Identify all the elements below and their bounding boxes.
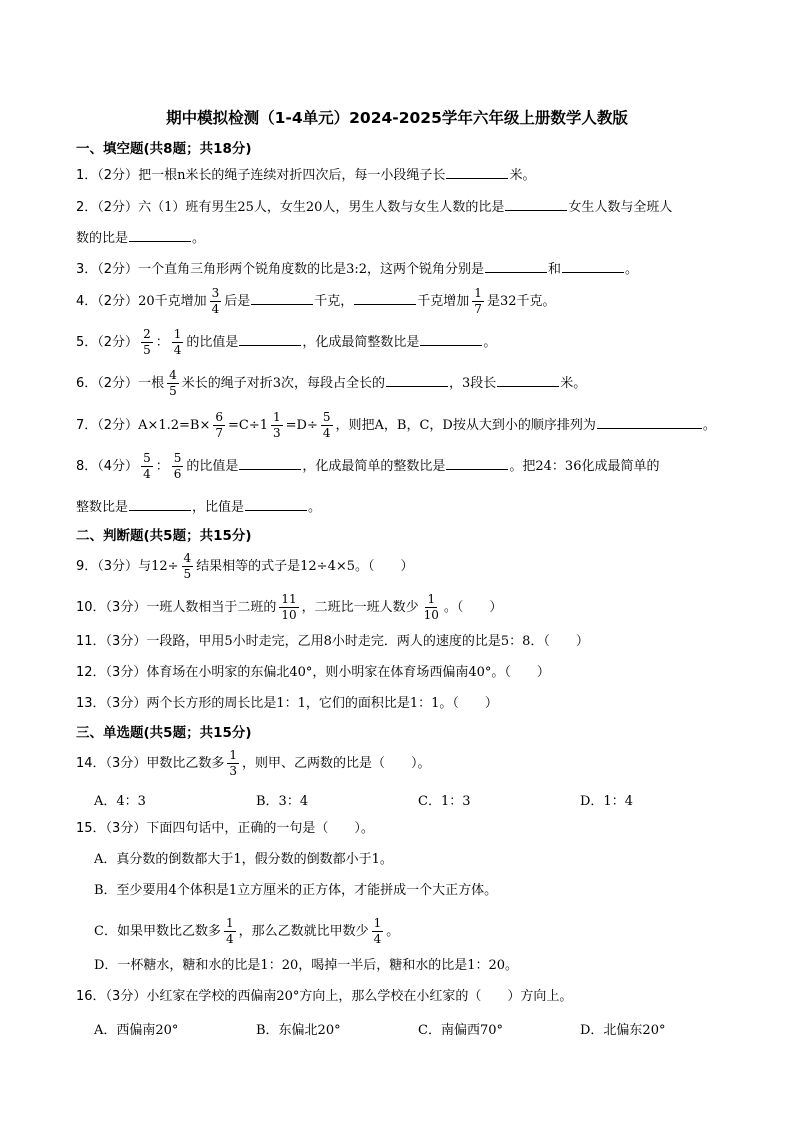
option-a[interactable]: A．真分数的倒数都大于1，假分数的倒数都小于1。	[94, 852, 393, 867]
question-1: 1．（2分）把一根n米长的绳子连续对折四次后，每一小段绳子长 米。	[76, 164, 535, 186]
question-6: 6．（2分）一根 $\frac{4}{5}$ 米长的绳子对折3次，每段占全长的 ，3段长 米。	[76, 368, 587, 398]
fraction: $\frac{11}{10}$	[281, 592, 297, 622]
option-b[interactable]: B．东偏北20°	[256, 1023, 341, 1038]
answer-blank	[354, 290, 416, 305]
question-5: 5．（2分） $\frac{2}{5}$ ： $\frac{1}{4}$ 的比值是 ，化成最简整数比是 。	[76, 327, 497, 357]
answer-blank	[497, 372, 559, 387]
answer-blank	[562, 258, 624, 273]
fraction: $\frac{6}{7}$	[215, 410, 223, 440]
answer-blank	[485, 258, 547, 273]
answer-blank	[239, 331, 301, 346]
fraction: $\frac{4}{5}$	[169, 368, 177, 398]
fraction: $\frac{1}{4}$	[373, 916, 382, 946]
option-c[interactable]: C．1：3	[418, 794, 471, 809]
answer-blank	[386, 372, 448, 387]
page-title: 期中模拟检测（1-4单元）2024-2025学年六年级上册数学人教版	[166, 109, 628, 127]
answer-blank	[239, 455, 301, 470]
fraction: $\frac{1}{3}$	[273, 410, 281, 440]
fraction: $\frac{5}{4}$	[143, 451, 151, 481]
option-d[interactable]: D．一杯糖水，糖和水的比是1：20，喝掉一半后，糖和水的比是1：20。	[94, 958, 519, 973]
option-a[interactable]: A．西偏南20°	[94, 1023, 179, 1038]
fraction: $\frac{5}{4}$	[322, 410, 331, 440]
option-c[interactable]: C．南偏西70°	[418, 1023, 503, 1038]
option-c[interactable]: C．如果甲数比乙数多 $\frac{1}{4}$ ，那么乙数就比甲数少 $\frac{1}{4}$ 。	[94, 916, 400, 946]
question-11: 11．（3分）一段路，甲用5小时走完，乙用8小时走完．两人的速度的比是5：8．（ ）	[76, 634, 589, 649]
question-2: 2．（2分）六（1）班有男生25人，女生20人，男生人数与女生人数的比是 女生人数与全班人	[76, 196, 672, 218]
section-heading-fill-blank: 一、填空题(共8题；共18分)	[76, 141, 252, 157]
question-7: 7．（2分）A×1.2=B× $\frac{6}{7}$ =C÷1 $\frac{1}{3}$ =D÷ $\frac{5}{4}$ ，则把A，B，C，D按从大到小的顺序排列为 。	[76, 410, 716, 440]
fraction: $\frac{5}{6}$	[173, 451, 182, 481]
option-b[interactable]: B．至少要用4个体积是1立方厘米的正方体，才能拼成一个大正方体。	[94, 883, 498, 898]
fraction: $\frac{4}{5}$	[183, 551, 192, 581]
answer-blank	[129, 227, 191, 242]
question-3: 3．（2分）一个直角三角形两个锐角度数的比是3:2，这两个锐角分别是 和 。	[76, 258, 638, 280]
question-9: 9．（3分）与12÷ $\frac{4}{5}$ 结果相等的式子是12÷4×5。（ ）	[76, 551, 414, 581]
question-15: 15．（3分）下面四句话中，正确的一句是（ ）。	[76, 821, 374, 836]
question-10: 10．（3分）一班人数相当于二班的 $\frac{11}{10}$ ，二班比一班人数少 $\frac{1}{10}$ 。（ ）	[76, 592, 503, 622]
fraction: $\frac{1}{7}$	[474, 286, 482, 316]
section-heading-single-choice: 三、单选题(共5题；共15分)	[76, 725, 252, 741]
option-d[interactable]: D．1：4	[580, 794, 633, 809]
question-4: 4．（2分）20千克增加 $\frac{3}{4}$ 后是 千克， 千克增加 $\frac{1}{7}$ 是32千克。	[76, 286, 556, 316]
question-2-continued: 数的比是 。	[76, 227, 205, 249]
answer-blank	[245, 496, 307, 511]
answer-blank	[420, 331, 482, 346]
option-b[interactable]: B．3：4	[256, 794, 309, 809]
option-a[interactable]: A．4：3	[94, 794, 146, 809]
question-16: 16．（3分）小红家在学校的西偏南20°方向上，那么学校在小红家的（ ）方向上。	[76, 989, 573, 1004]
question-8: 8．（4分） $\frac{5}{4}$ ： $\frac{5}{6}$ 的比值是 ，化成最简单的整数比是 。把24：36化成最简单的	[76, 451, 660, 481]
answer-blank	[446, 164, 508, 179]
answer-blank	[446, 455, 508, 470]
answer-blank	[597, 414, 702, 429]
question-14: 14．（3分）甲数比乙数多 $\frac{1}{3}$ ，则甲、乙两数的比是（ ）。	[76, 748, 431, 778]
fraction: $\frac{2}{5}$	[143, 327, 151, 357]
answer-blank	[251, 290, 313, 305]
answer-blank	[505, 196, 567, 211]
option-d[interactable]: D．北偏东20°	[580, 1023, 666, 1038]
fraction: $\frac{1}{10}$	[423, 592, 439, 622]
section-heading-true-false: 二、判断题(共5题；共15分)	[76, 528, 252, 544]
question-8-continued: 整数比是 ，比值是 。	[76, 496, 321, 518]
fraction: $\frac{3}{4}$	[211, 286, 220, 316]
fraction: $\frac{1}{4}$	[173, 327, 182, 357]
question-13: 13．（3分）两个长方形的周长比是1：1，它们的面积比是1：1。（ ）	[76, 696, 498, 711]
question-12: 12．（3分）体育场在小明家的东偏北40°，则小明家在体育场西偏南40°。（ ）	[76, 665, 550, 680]
fraction: $\frac{1}{4}$	[225, 916, 234, 946]
fraction: $\frac{1}{3}$	[229, 748, 237, 778]
answer-blank	[129, 496, 191, 511]
